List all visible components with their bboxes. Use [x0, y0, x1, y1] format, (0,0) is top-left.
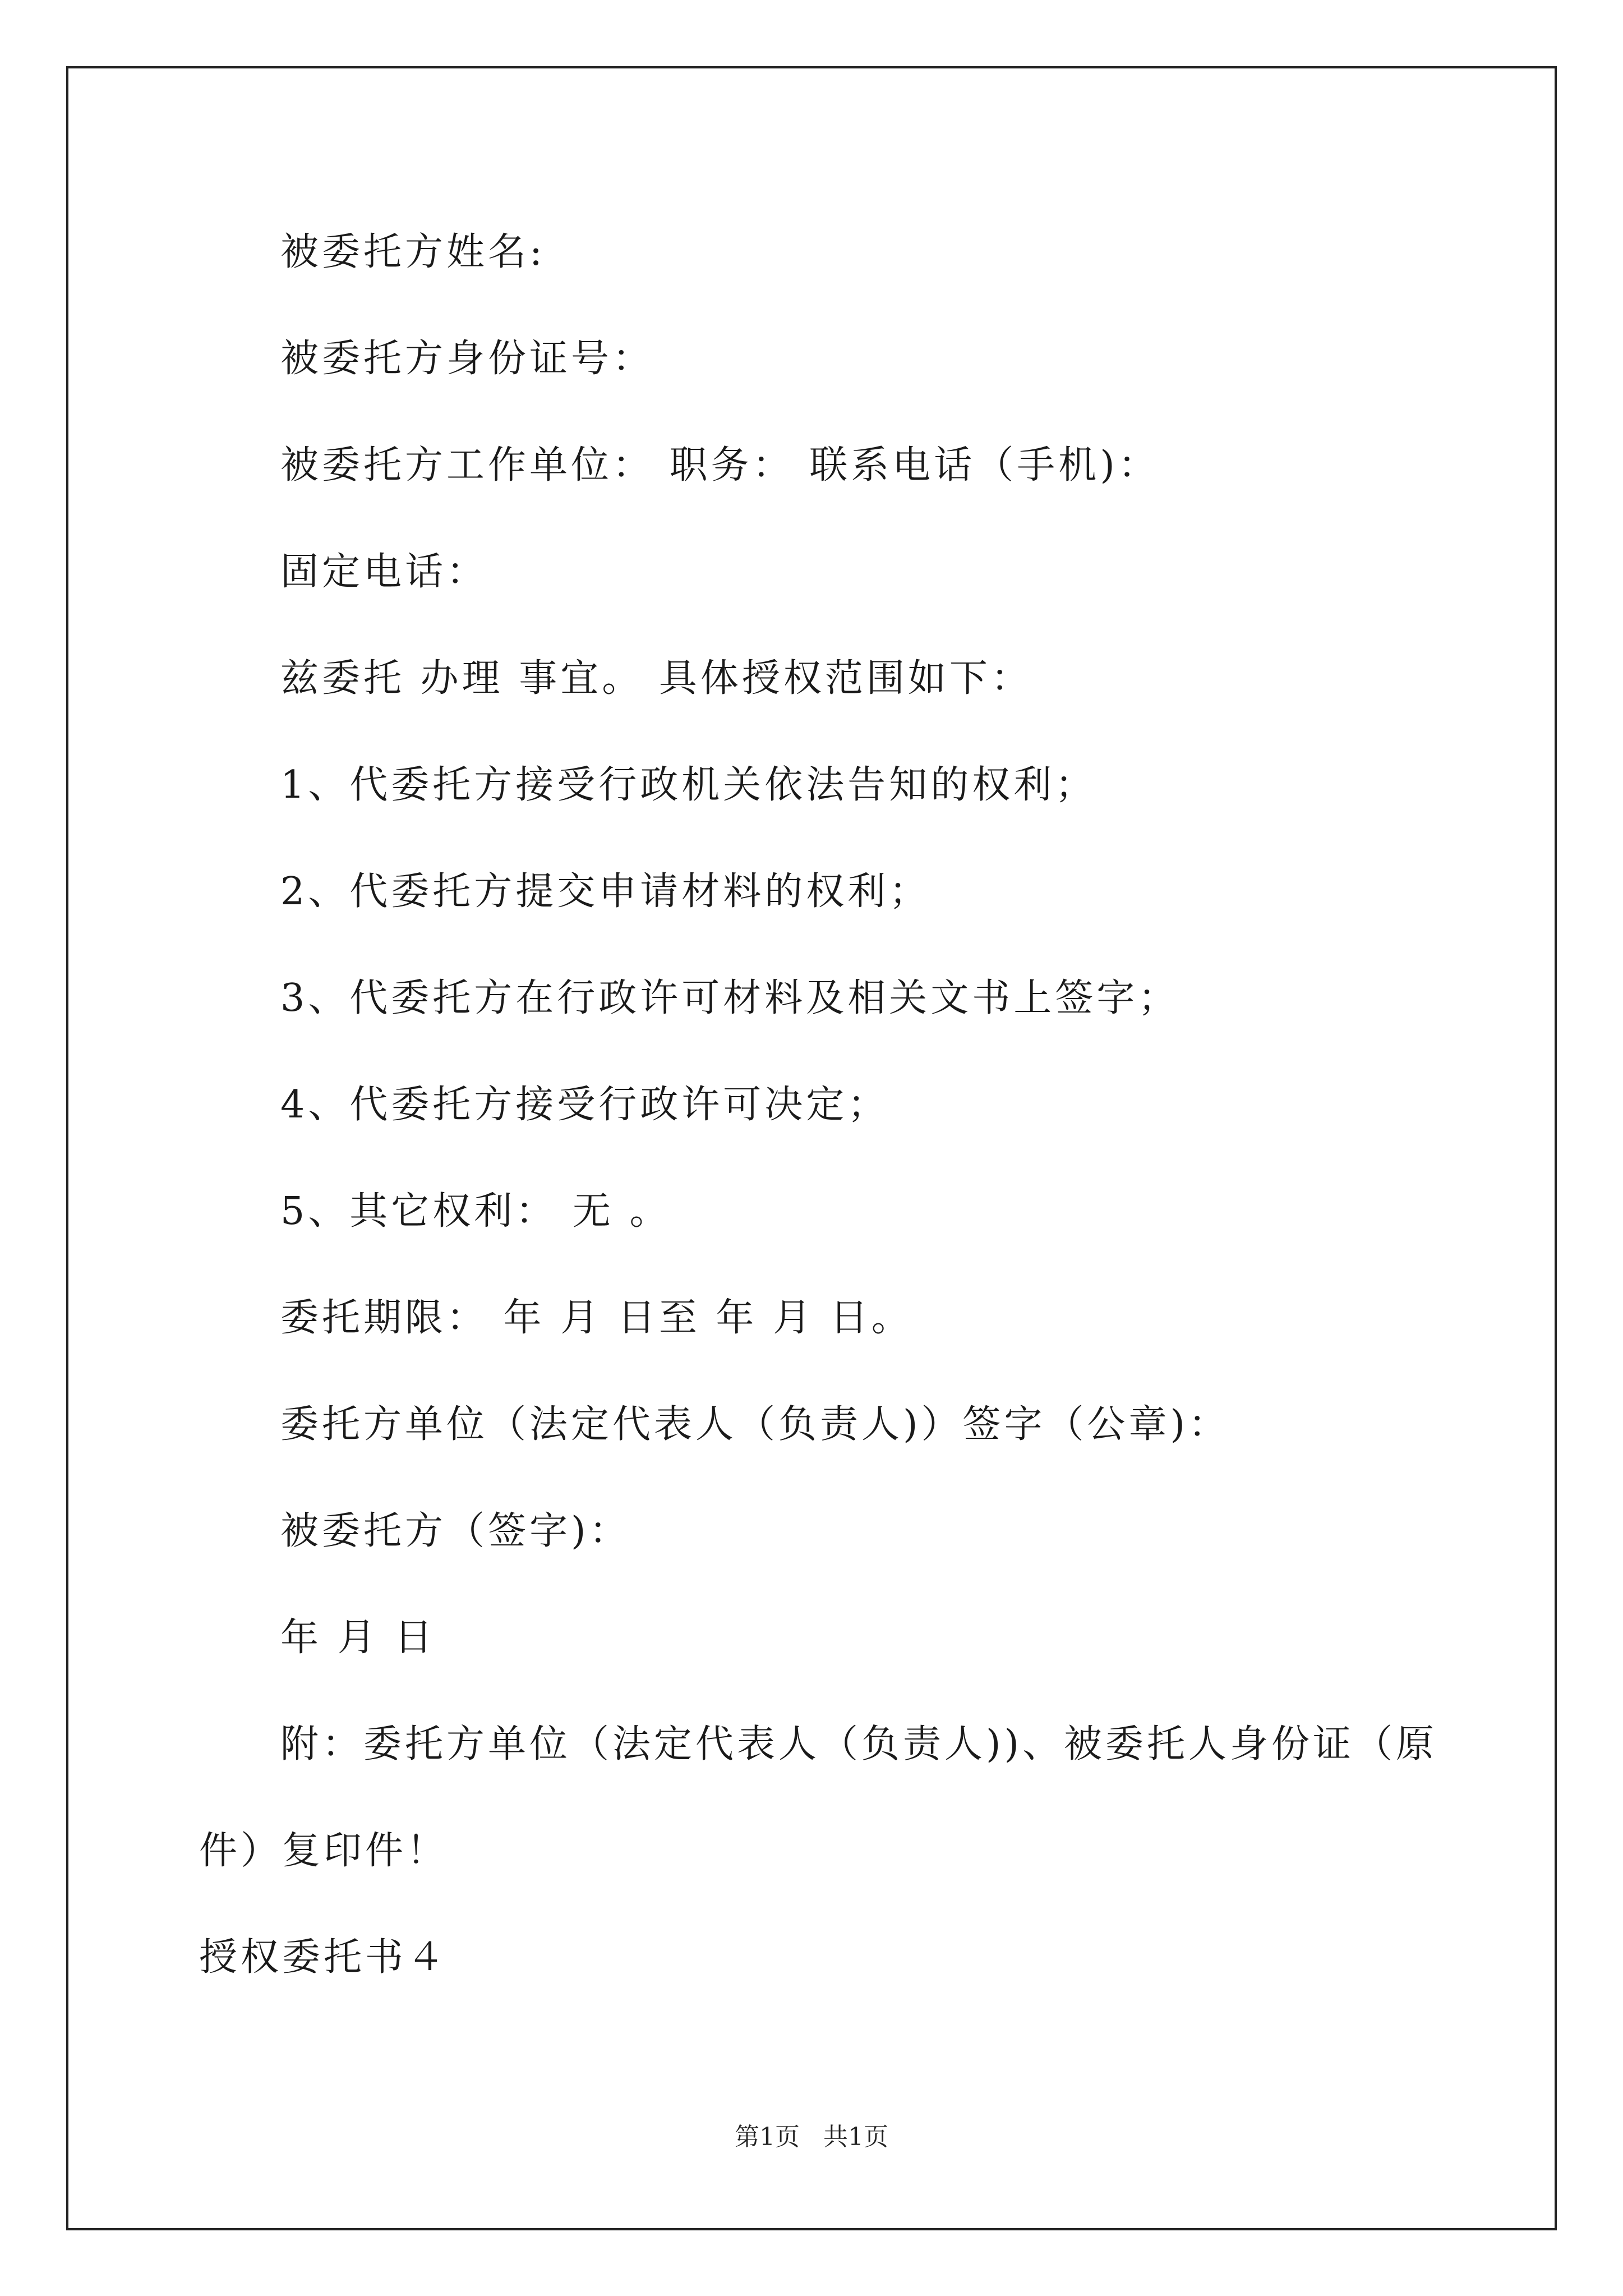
- attachment-note-continued: 件）复印件！: [199, 1829, 449, 1873]
- field-entrusted-id-number: 被委托方身份证号：: [280, 337, 654, 381]
- principal-signature-line: 委托方单位（法定代表人（负责人)）签字（公章)：: [280, 1402, 1230, 1447]
- attachment-note: 附：委托方单位（法定代表人（负责人))、被委托人身份证（原: [280, 1722, 1438, 1766]
- authority-item-3: 3、代委托方在行政许可材料及相关文书上签字；: [280, 976, 1180, 1020]
- page-number-footer: 第1页 共1页: [735, 2123, 888, 2151]
- section-heading: 授权委托书４: [199, 1935, 449, 1980]
- page-frame: [66, 66, 1557, 2230]
- authority-item-2: 2、代委托方提交申请材料的权利；: [280, 869, 931, 914]
- field-entrusted-name: 被委托方姓名:: [280, 230, 546, 274]
- entrusted-signature-line: 被委托方（签字)：: [280, 1509, 631, 1553]
- field-fixed-phone: 固定电话：: [280, 550, 488, 594]
- entrust-statement: 兹委托 办理 事宜。 具体授权范围如下：: [280, 656, 1032, 701]
- date-line: 年 月 日: [280, 1616, 436, 1660]
- authority-item-5: 5、其它权利： 无 。: [280, 1189, 671, 1234]
- entrust-period: 委托期限： 年 月 日至 年 月 日。: [280, 1296, 913, 1340]
- authority-item-1: 1、代委托方接受行政机关依法告知的权利；: [280, 763, 1097, 807]
- field-entrusted-work-unit: 被委托方工作单位： 职务： 联系电话（手机)：: [280, 443, 1160, 487]
- authority-item-4: 4、代委托方接受行政许可决定；: [280, 1083, 889, 1127]
